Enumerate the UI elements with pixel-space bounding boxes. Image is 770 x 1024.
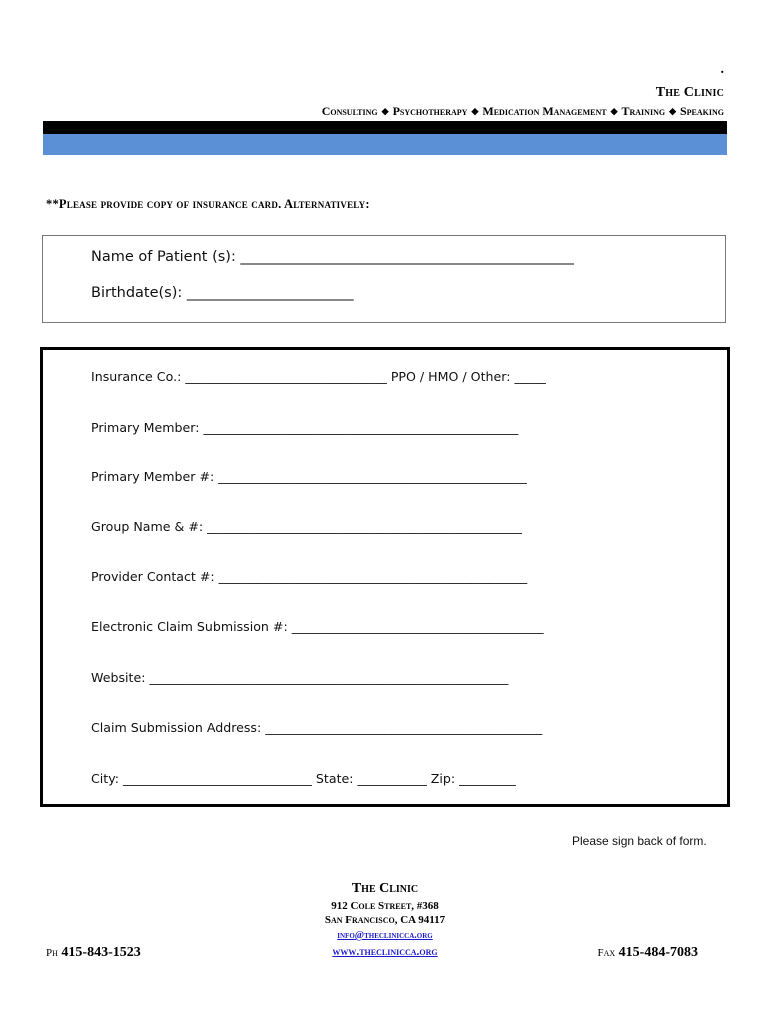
claim-submission-number-field[interactable]: Electronic Claim Submission #: ________________________________________ [91,619,544,634]
diamond-icon: ◆ [610,106,618,116]
website-field[interactable]: Website: _________________________________________________________ [91,670,509,685]
diamond-icon: ◆ [381,106,389,116]
footer-phone [46,945,141,961]
patient-name-field[interactable]: Name of Patient (s): ______________________________________________ [91,249,574,265]
header-black-bar [43,121,727,134]
footer-address-line1: 912 Cole Street, #368 [331,900,439,912]
diamond-icon: ◆ [471,106,479,116]
service-consulting: Consulting [321,104,378,118]
primary-member-number-field[interactable]: Primary Member #: _________________________________________________ [91,469,527,484]
footer-email-wrap [0,930,770,941]
header-blue-bar [43,134,727,155]
insurance-notice: **Please provide copy of insurance card. Alternatively: [46,197,370,211]
phone-number: 415-843-1523 [61,945,141,960]
org-title: The Clinic [655,85,724,100]
fax-label: Fax [597,947,616,959]
group-name-field[interactable]: Group Name & #: __________________________________________________ [91,519,522,534]
footer-address-line2: San Francisco, CA 94117 [324,914,446,926]
service-training: Training [621,104,666,118]
city-state-zip-field[interactable]: City: ______________________________ State: ___________ Zip: _________ [91,771,516,786]
claim-address-field[interactable]: Claim Submission Address: ____________________________________________ [91,720,543,735]
footer-website-link[interactable]: www.theclinicca.org [332,946,438,958]
header-dot: . [720,62,724,77]
sign-back-hint: Please sign back of form. [572,834,707,848]
service-medication: Medication Management [482,104,607,118]
services-line [322,104,724,119]
diamond-icon: ◆ [669,106,676,116]
service-psychotherapy: Psychotherapy [392,104,468,118]
birthdate-field[interactable]: Birthdate(s): _______________________ [91,285,354,301]
insurance-company-field[interactable]: Insurance Co.: ________________________________ PPO / HMO / Other: _____ [91,369,546,384]
service-speaking: Speaking [679,104,724,118]
fax-number: 415-484-7083 [618,945,698,960]
footer-email-link[interactable]: info@theclinicca.org [337,930,433,941]
footer-fax [597,945,698,961]
phone-label: Ph [46,947,58,959]
provider-contact-field[interactable]: Provider Contact #: _________________________________________________ [91,569,528,584]
footer-title: The Clinic [351,881,419,896]
primary-member-field[interactable]: Primary Member: __________________________________________________ [91,420,519,435]
